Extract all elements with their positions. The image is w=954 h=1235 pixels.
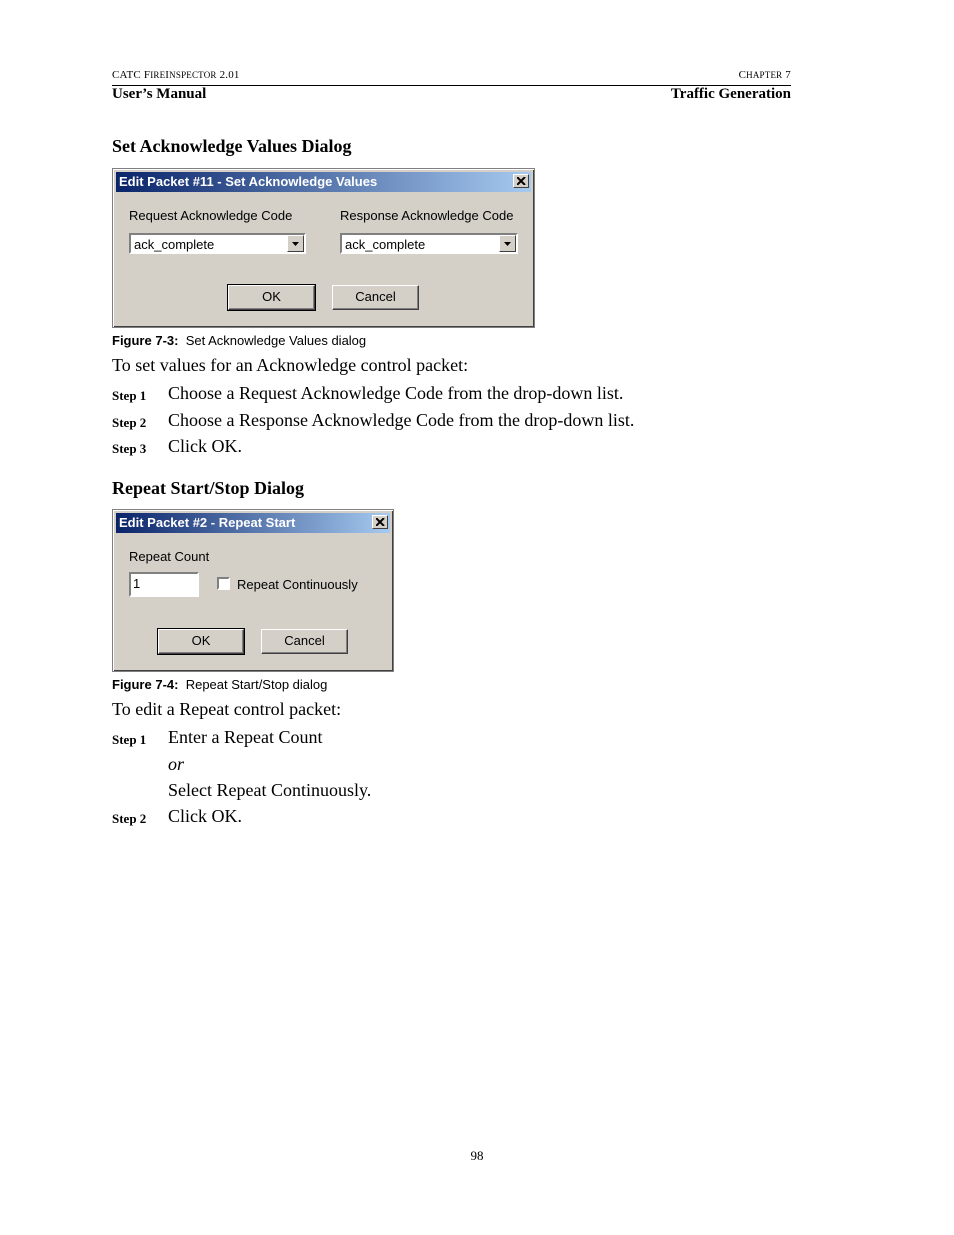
request-ack-value: ack_complete bbox=[134, 237, 215, 252]
ok-button[interactable]: OK bbox=[228, 285, 315, 310]
step-text: Choose a Request Acknowledge Code from the drop-down list. bbox=[168, 383, 624, 403]
step-or: or bbox=[168, 754, 185, 774]
dialog-title: Edit Packet #2 - Repeat Start bbox=[119, 515, 296, 530]
step-label: Step 1 bbox=[112, 388, 147, 403]
header-chapter: CHAPTER 7 bbox=[738, 69, 791, 81]
set-ack-dialog bbox=[112, 168, 535, 328]
cancel-button[interactable]: Cancel bbox=[332, 285, 419, 310]
section-heading-repeat: Repeat Start/Stop Dialog bbox=[112, 478, 304, 498]
request-ack-dropdown-button[interactable] bbox=[287, 235, 304, 252]
header-manual: User’s Manual bbox=[112, 86, 207, 102]
step-text: Choose a Response Acknowledge Code from the drop-down list. bbox=[168, 410, 635, 430]
close-icon bbox=[517, 177, 526, 185]
dialog-titlebar bbox=[116, 513, 390, 533]
step-label: Step 1 bbox=[112, 732, 147, 747]
page-number: 98 bbox=[470, 1148, 484, 1163]
set-ack-intro: To set values for an Acknowledge control packet: bbox=[112, 355, 469, 375]
response-ack-label: Response Acknowledge Code bbox=[340, 208, 514, 223]
request-ack-label: Request Acknowledge Code bbox=[129, 208, 293, 223]
response-ack-dropdown-button[interactable] bbox=[499, 235, 516, 252]
request-ack-select[interactable] bbox=[129, 233, 306, 254]
dialog-titlebar bbox=[116, 172, 531, 192]
figure-caption-7-3: Figure 7-3: Set Acknowledge Values dialog bbox=[112, 333, 367, 348]
close-button[interactable] bbox=[513, 174, 529, 188]
repeat-count-value: 1 bbox=[133, 576, 141, 591]
step-label: Step 3 bbox=[112, 441, 147, 456]
close-icon bbox=[376, 518, 385, 526]
step-text-alt: Select Repeat Continuously. bbox=[168, 780, 372, 800]
dialog-title: Edit Packet #11 - Set Acknowledge Values bbox=[119, 174, 378, 189]
step-text: Click OK. bbox=[168, 806, 242, 826]
repeat-continuously-checkbox[interactable] bbox=[217, 577, 230, 590]
repeat-dialog bbox=[112, 509, 394, 672]
step-text: Click OK. bbox=[168, 436, 242, 456]
chevron-down-icon bbox=[292, 242, 299, 246]
header-product: CATC FIREINSPECTOR 2.01 bbox=[112, 69, 240, 81]
repeat-intro: To edit a Repeat control packet: bbox=[112, 699, 342, 719]
step-label: Step 2 bbox=[112, 811, 147, 826]
figure-caption-7-4: Figure 7-4: Repeat Start/Stop dialog bbox=[112, 677, 328, 692]
header-section: Traffic Generation bbox=[670, 86, 791, 102]
section-heading-set-ack: Set Acknowledge Values Dialog bbox=[112, 136, 352, 156]
chevron-down-icon bbox=[504, 242, 511, 246]
close-button[interactable] bbox=[372, 515, 388, 529]
ok-button[interactable]: OK bbox=[158, 629, 244, 654]
repeat-count-label: Repeat Count bbox=[129, 549, 210, 564]
response-ack-select[interactable] bbox=[340, 233, 518, 254]
repeat-count-input[interactable] bbox=[129, 572, 199, 597]
step-text: Enter a Repeat Count bbox=[168, 727, 323, 747]
step-label: Step 2 bbox=[112, 415, 147, 430]
repeat-continuously-label[interactable]: Repeat Continuously bbox=[237, 577, 358, 592]
cancel-button[interactable]: Cancel bbox=[261, 629, 348, 654]
response-ack-value: ack_complete bbox=[345, 237, 426, 252]
